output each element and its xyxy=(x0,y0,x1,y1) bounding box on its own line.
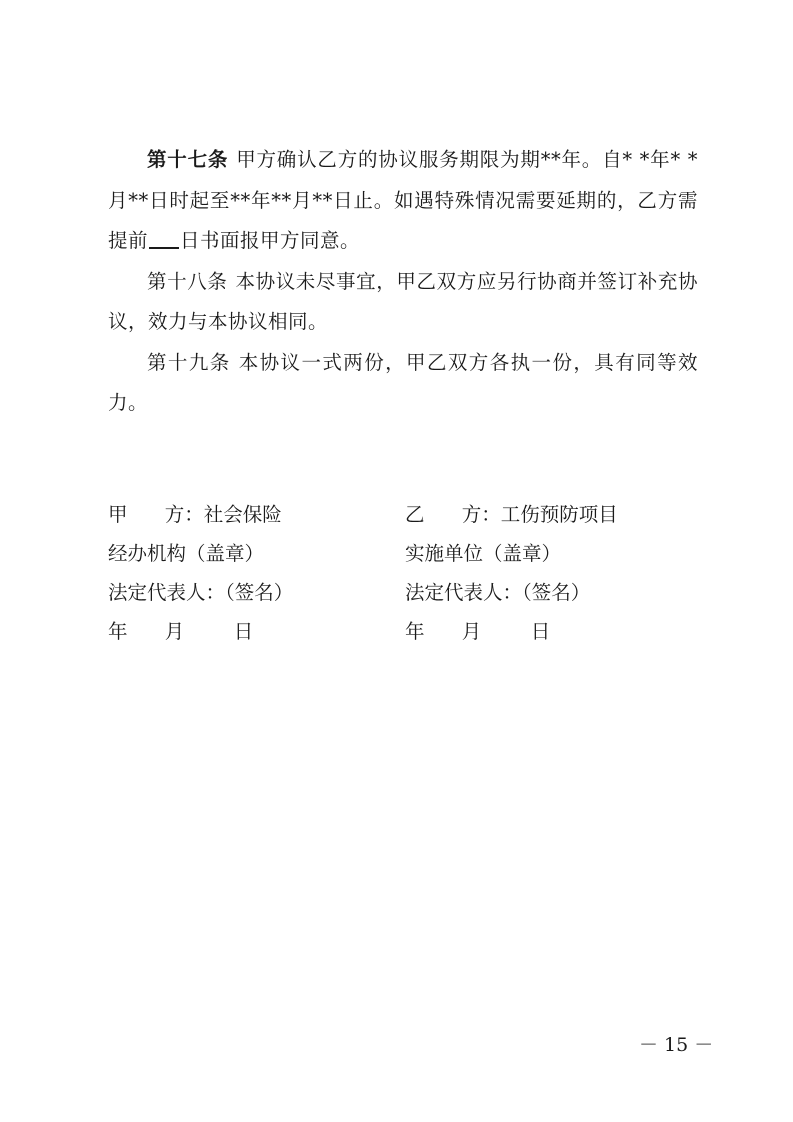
signature-block xyxy=(108,495,668,651)
party-b-name: 乙 方：工伤预防项目 xyxy=(405,503,618,526)
articles-section xyxy=(108,140,698,424)
article-18 xyxy=(108,262,698,343)
article-17-text: 甲方确认乙方的协议服务期限为期**年。自* *年* *月**日时起至**年**月**日止。如遇特殊情况需要延期的，乙方需提前 xyxy=(108,148,698,252)
party-a-name: 甲 方：社会保险 xyxy=(108,503,282,526)
article-19-number: 第十九条 xyxy=(147,350,231,374)
party-a-seal: 经办机构（盖章） xyxy=(108,542,265,565)
party-b-date: 年 月 日 xyxy=(405,620,551,643)
page-number: － 15 － xyxy=(639,1034,714,1056)
signature-row-date xyxy=(108,612,668,651)
article-19 xyxy=(108,343,698,424)
party-b-representative: 法定代表人：（签名） xyxy=(405,581,591,604)
article-18-number: 第十八条 xyxy=(147,269,228,293)
party-a-representative: 法定代表人：（签名） xyxy=(108,581,294,604)
article-18-text: 本协议未尽事宜，甲乙双方应另行协商并签订补充协议，效力与本协议相同。 xyxy=(108,269,698,333)
party-a-date: 年 月 日 xyxy=(108,620,254,643)
signature-row-representative xyxy=(108,573,668,612)
article-17-text-end: 日书面报甲方同意。 xyxy=(180,229,361,252)
fill-in-blank xyxy=(149,229,179,249)
signature-row-party xyxy=(108,495,668,534)
article-19-text: 本协议一式两份，甲乙双方各执一份，具有同等效力。 xyxy=(108,350,698,414)
article-17 xyxy=(108,140,698,262)
party-b-seal: 实施单位（盖章） xyxy=(405,542,562,565)
signature-row-seal xyxy=(108,534,668,573)
article-17-number: 第十七条 xyxy=(147,148,229,171)
